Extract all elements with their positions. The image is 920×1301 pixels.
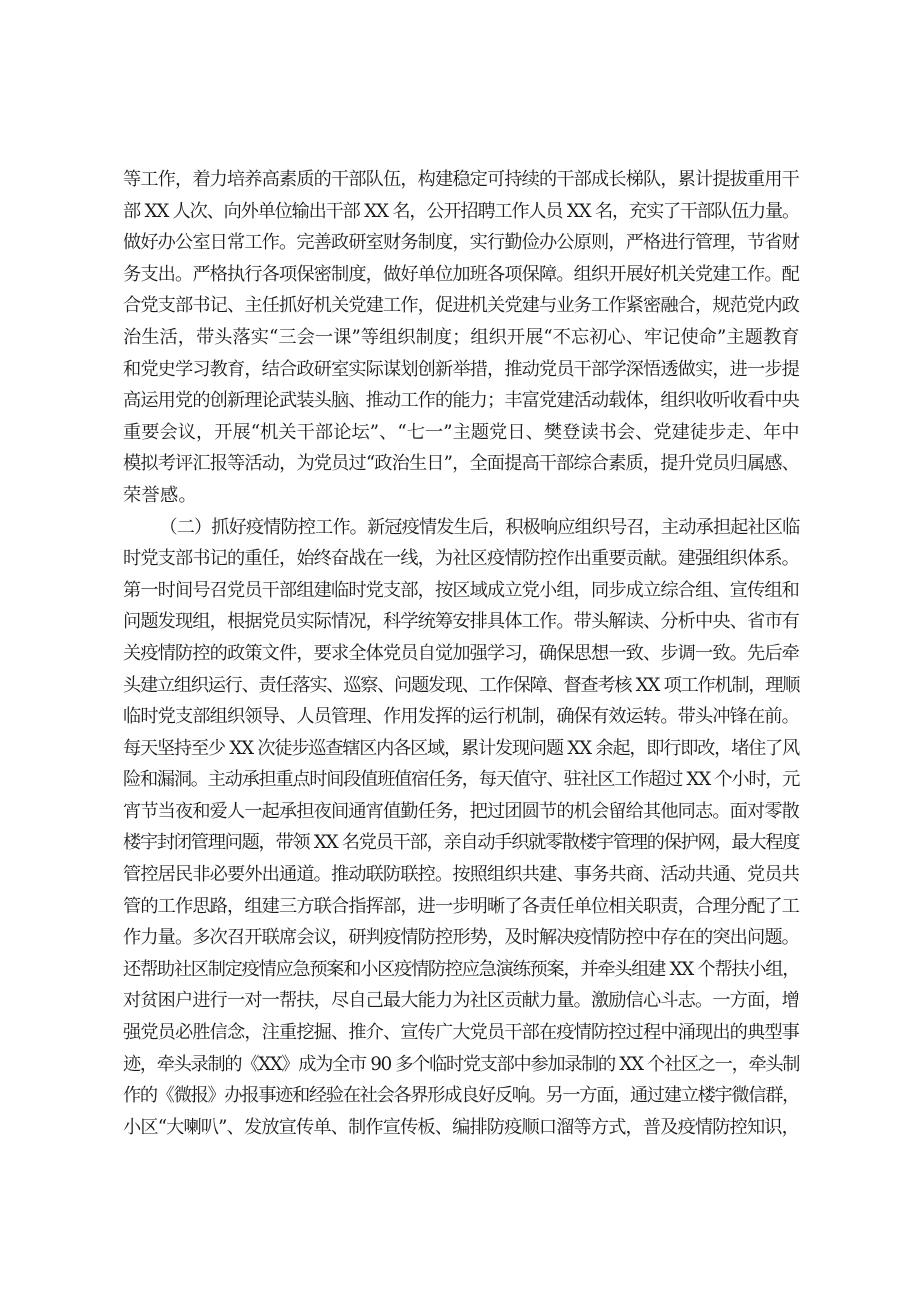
text-line: 每天坚持至少 XX 次徒步巡查辖区内各区域，累计发现问题 XX 余起，即行即改，堵住了风 xyxy=(123,737,799,759)
text-line: 部 XX 人次、向外单位输出干部 XX 名，公开招聘工作人员 XX 名，充实了干部队伍力量。 xyxy=(123,200,799,222)
text-line: 时党支部书记的重任，始终奋战在一线，为社区疫情防控作出重要贡献。建强组织体系。 xyxy=(123,548,800,570)
text-line: 重要会议，开展“机关干部论坛”、“七一”主题党日、樊登读书会、党建徒步走、年中 xyxy=(123,421,800,443)
text-line: 关疫情防控的政策文件，要求全体党员自觉加强学习，确保思想一致、步调一致。先后牵 xyxy=(123,642,800,664)
text-line: 迹，牵头录制的《XX》成为全市 90 多个临时党支部中参加录制的 XX 个社区之一，牵头制 xyxy=(123,1053,800,1075)
text-line: 作力量。多次召开联席会议，研判疫情防控形势，及时解决疫情防控中存在的突出问题。 xyxy=(123,927,800,949)
text-line: 小区“大喇叭”、发放宣传单、制作宣传板、编排防疫顺口溜等方式，普及疫情防控知识， xyxy=(123,1116,799,1138)
text-line: 管的工作思路，组建三方联合指挥部，进一步明晰了各责任单位相关职责，合理分配了工 xyxy=(123,895,800,917)
text-line: 作的《微报》办报事迹和经验在社会各界形成良好反响。另一方面，通过建立楼宇微信群， xyxy=(123,1085,799,1107)
text-line: 强党员必胜信念，注重挖掘、推介、宣传广大党员干部在疫情防控过程中涌现出的典型事 xyxy=(123,1022,800,1044)
text-line: 宵节当夜和爱人一起承担夜间通宵值勤任务，把过团圆节的机会留给其他同志。面对零散 xyxy=(123,800,800,822)
text-line: 第一时间号召党员干部组建临时党支部，按区域成立党小组，同步成立综合组、宣传组和 xyxy=(123,579,800,601)
text-line: 等工作，着力培养高素质的干部队伍，构建稳定可持续的干部成长梯队，累计提拔重用干 xyxy=(123,169,800,190)
paragraph-cadre-work xyxy=(123,164,799,512)
text-line: 荣誉感。 xyxy=(123,484,197,506)
text-line: 管控居民非必要外出通道。推动联防联控。按照组织共建、事务共商、活动共通、党员共 xyxy=(123,864,800,886)
text-line: 高运用党的创新理论武装头脑、推动工作的能力；丰富党建活动载体，组织收听收看中央 xyxy=(123,390,800,412)
text-line: 险和漏洞。主动承担重点时间段值班值宿任务，每天值守、驻社区工作超过 XX 个小时，元 xyxy=(123,769,800,791)
text-line: 做好办公室日常工作。完善政研室财务制度，实行勤俭办公原则，严格进行管理，节省财 xyxy=(123,232,800,254)
text-line: 治生活，带头落实“三会一课”等组织制度；组织开展“不忘初心、牢记使命”主题教育 xyxy=(123,326,800,348)
text-line: 和党史学习教育，结合政研室实际谋划创新举措，推动党员干部学深悟透做实，进一步提 xyxy=(123,358,800,380)
text-line: 问题发现组，根据党员实际情况，科学统筹安排具体工作。带头解读、分析中央、省市有 xyxy=(123,611,800,633)
text-line: 头建立组织运行、责任落实、巡察、问题发现、工作保障、督查考核 XX 项工作机制，理顺 xyxy=(123,674,800,696)
text-line: 对贫困户进行一对一帮扶，尽自己最大能力为社区贡献力量。激励信心斗志。一方面，增 xyxy=(123,990,800,1012)
text-line: 合党支部书记、主任抓好机关党建工作，促进机关党建与业务工作紧密融合，规范党内政 xyxy=(123,295,800,317)
text-line: 模拟考评汇报等活动，为党员过“政治生日”，全面提高干部综合素质，提升党员归属感、 xyxy=(123,453,799,475)
text-line: 楼宇封闭管理问题，带领 XX 名党员干部，亲自动手织就零散楼宇管理的保护网，最大程度 xyxy=(123,832,800,854)
paragraph-epidemic-control xyxy=(123,512,799,1144)
text-line: 临时党支部组织领导、人员管理、作用发挥的运行机制，确保有效运转。带头冲锋在前。 xyxy=(123,706,800,728)
section-heading-line: （二）抓好疫情防控工作。新冠疫情发生后，积极响应组织号召，主动承担起社区临 xyxy=(159,516,800,538)
document-body xyxy=(123,164,799,1143)
text-line: 还帮助社区制定疫情应急预案和小区疫情防控应急演练预案，并牵头组建 XX 个帮扶小组， xyxy=(123,958,800,980)
text-line: 务支出。严格执行各项保密制度，做好单位加班各项保障。组织开展好机关党建工作。配 xyxy=(123,263,800,285)
